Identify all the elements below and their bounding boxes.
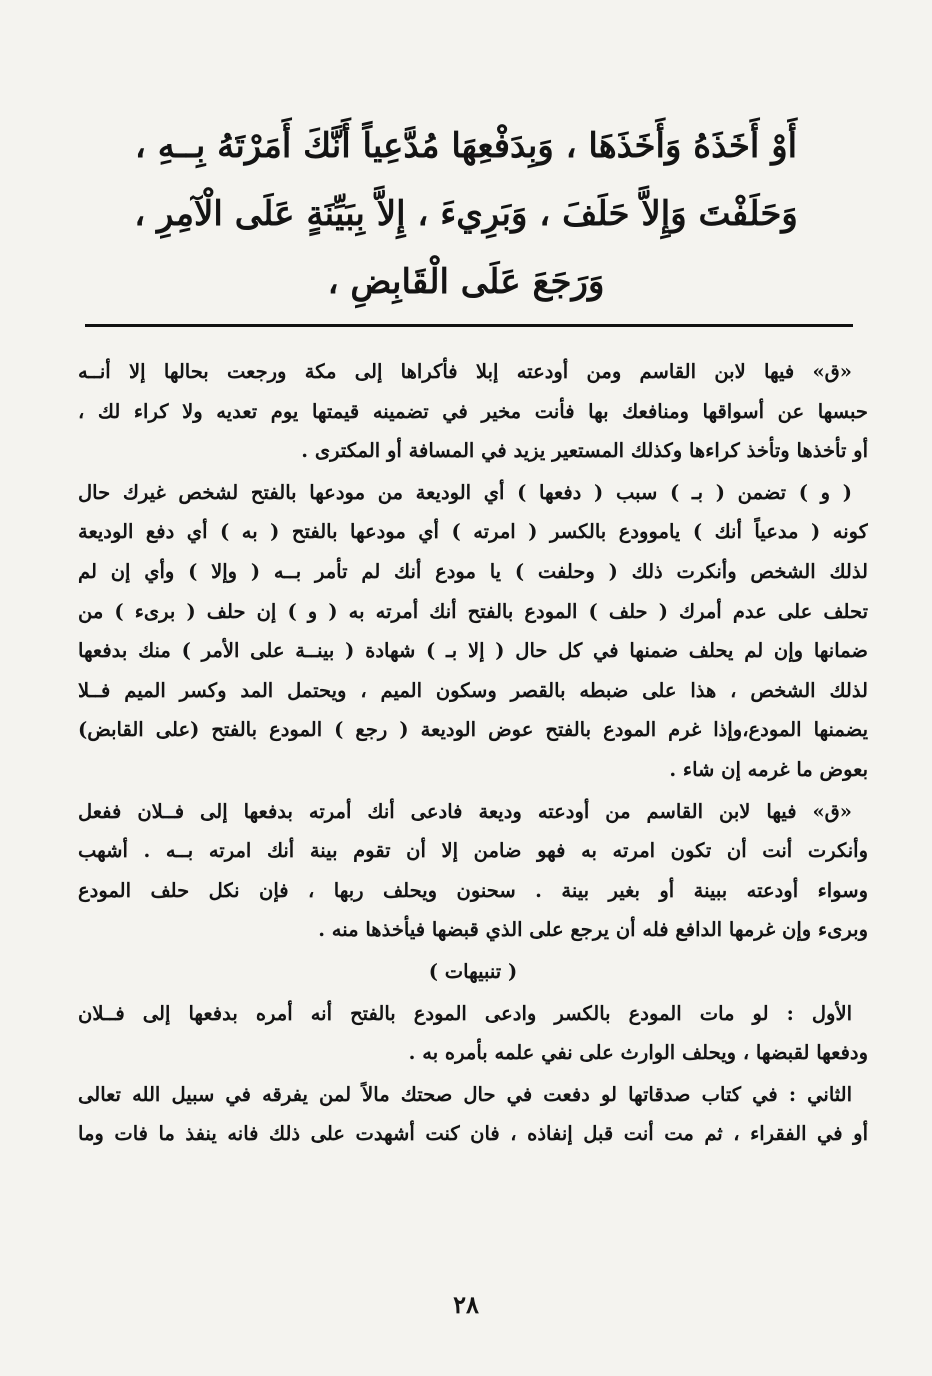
commentary-text — [78, 352, 868, 1156]
paragraph — [78, 1075, 868, 1154]
text-line: وأنكرت أنت أن تكون امرته به فهو ضامن إلا أن تقوم بينة أنك امرته بــه . أشهب — [78, 839, 868, 863]
matn-line: أَوْ أَخَذَهُ وَأَخَذَهَا ، وَبِدَفْعِهَا مُدَّعِياً أَنَّكَ أَمَرْتَهُ بِــهِ ، — [134, 126, 798, 166]
text-line: أو في الفقراء ، ثم مت أنت قبل إنفاذه ، فان كنت أشهدت على ذلك فانه ينفذ ما فات وما — [78, 1122, 868, 1146]
text-line: الثاني : في كتاب صدقاتها لو دفعت في حال صحتك مالاً لمن يفرقه في سبيل الله تعالى — [78, 1082, 852, 1106]
divider-rule — [85, 324, 853, 327]
matn-text — [60, 112, 872, 316]
paragraph — [78, 473, 868, 790]
text-line: تحلف على عدم أمرك ( حلف ) المودع بالفتح أنك أمرته به ( و ) إن حلف ( برىء ) من — [78, 599, 868, 623]
text-line: لذلك الشخص ، هذا على ضبطه بالقصر وسكون الميم ، ويحتمل المد وكسر الميم فــلا — [78, 678, 868, 702]
text-line: الأول : لو مات المودع بالكسر وادعى المودع بالفتح أنه أمره بدفعها إلى فــلان — [78, 1001, 852, 1025]
text-line: ودفعها لقبضها ، ويحلف الوارث على نفي علمه بأمره به . — [408, 1041, 868, 1065]
text-line: حبسها عن أسواقها ومنافعك بها فأنت مخير في تضمينه قيمتها يوم تعديه ولا كراء لك ، — [78, 399, 868, 423]
paragraph — [78, 994, 868, 1073]
page-number: ٢٨ — [453, 1290, 479, 1319]
text-line: يضمنها المودع،وإذا غرم المودع بالفتح عوض الوديعة ( رجع ) المودع بالفتح (على القابض) — [78, 718, 868, 742]
text-line: وبرىء وإن غرمها الدافع فله أن يرجع على الذي قبضها فيأخذها منه . — [318, 918, 868, 942]
text-line: ( و ) تضمن ( بـ ) سبب ( دفعها ) أي الوديعة من مودعها بالفتح لشخص غيرك حال — [78, 480, 852, 504]
text-line: ( تنبيهات ) — [428, 959, 518, 983]
text-line: ضمانها وإن لم يحلف ضمنها في كل حال ( إلا بـ ) شهادة ( بينــة على الأمر ) منك بدفعها — [78, 639, 868, 663]
text-line: بعوض ما غرمه إن شاء . — [669, 757, 868, 781]
text-line: لذلك الشخص وأنكرت ذلك ( وحلفت ) يا مودع أنك لم تأمر بــه ( وإلا ) وأي إن لم — [78, 559, 868, 583]
text-line: «ق» فيها لابن القاسم ومن أودعته إبلا فأكراها إلى مكة ورجعت بحالها إلا أنــه — [78, 360, 852, 383]
paragraph — [78, 352, 868, 471]
section-heading — [78, 952, 868, 992]
matn-line: وَرَجَعَ عَلَى الْقَابِضِ ، — [327, 262, 605, 302]
text-line: «ق» فيها لابن القاسم من أودعته وديعة فادعى أنك أمرته بدفعها إلى فــلان ففعل — [78, 799, 852, 823]
paragraph — [78, 792, 868, 950]
matn-line: وَحَلَفْتَ وَإِلاَّ حَلَفَ ، وَبَرِيءَ ، إِلاَّ بِبَيِّنَةٍ عَلَى الْآمِرِ ، — [134, 194, 798, 234]
text-line: وسواء أودعته ببينة أو بغير بينة . سحنون ويحلف ربها ، فإن نكل حلف المودع — [78, 878, 868, 902]
text-line: كونه ( مدعياً أنك ) ياموودع بالكسر ( امرته ) أي مودعها بالفتح ( به ) أي دفع الوديعة — [78, 520, 868, 544]
text-line: أو تأخذها وتأخذ كراءها وكذلك المستعير يزيد في المسافة أو المكترى . — [301, 439, 868, 463]
